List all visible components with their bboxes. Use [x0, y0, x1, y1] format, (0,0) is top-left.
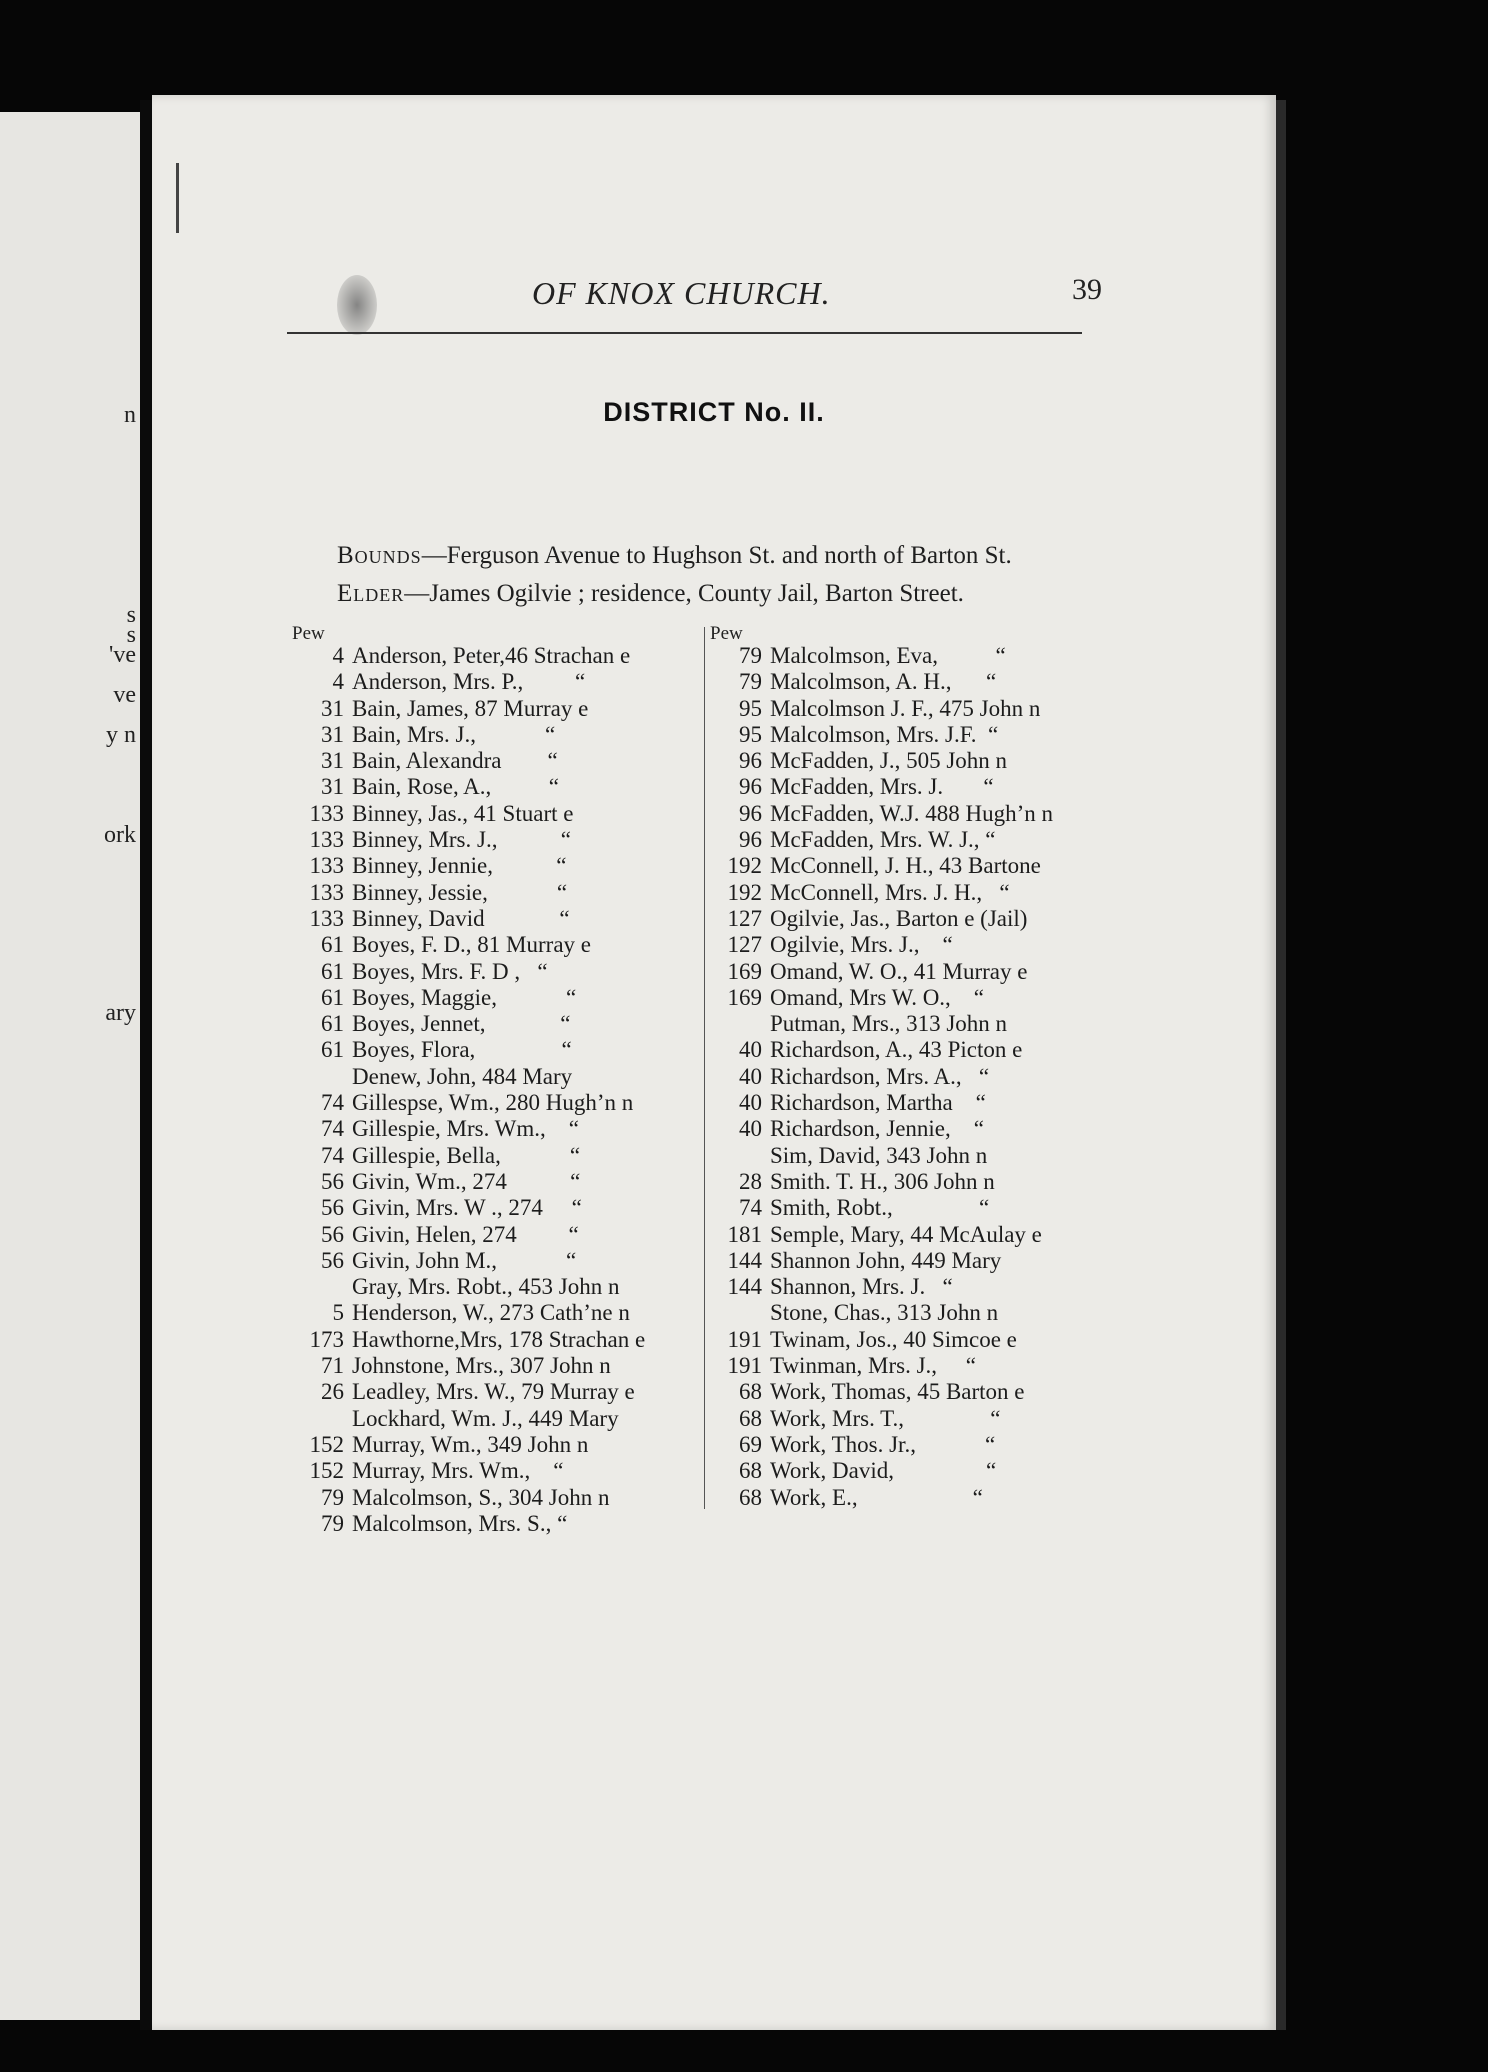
list-item — [712, 932, 1262, 958]
ink-smudge — [337, 275, 377, 335]
right-column-list — [712, 643, 1262, 1511]
pew-number: 192 — [727, 853, 762, 879]
list-item — [292, 880, 702, 906]
pew-number: 56 — [321, 1247, 344, 1273]
list-item — [712, 1379, 1262, 1405]
pew-number: 28 — [739, 1168, 762, 1194]
pew-number: 40 — [739, 1037, 762, 1063]
list-item — [712, 801, 1262, 827]
pew-number — [292, 1064, 352, 1090]
list-item — [292, 1485, 702, 1511]
list-item — [712, 1300, 1262, 1326]
list-item — [292, 1458, 702, 1484]
list-item — [712, 853, 1262, 879]
bounds-label: Bounds — [337, 542, 422, 569]
pew-number: 181 — [727, 1221, 762, 1247]
member-entry: Richardson, Jennie, “ — [770, 1116, 984, 1142]
list-item — [712, 827, 1262, 853]
member-entry: Gillespse, Wm., 280 Hugh’n n — [352, 1090, 634, 1116]
pew-column-label-left: Pew — [292, 623, 325, 644]
list-item — [292, 1327, 702, 1353]
list-item — [292, 722, 702, 748]
list-item — [292, 748, 702, 774]
member-entry: McFadden, W.J. 488 Hugh’n n — [770, 800, 1054, 826]
member-entry: Henderson, W., 273 Cath’ne n — [352, 1300, 630, 1326]
list-item — [292, 1432, 702, 1458]
pew-number: 79 — [739, 643, 762, 668]
pew-number: 61 — [321, 1037, 344, 1063]
list-item — [292, 985, 702, 1011]
pew-number: 68 — [739, 1405, 762, 1431]
pew-number: 74 — [321, 1142, 344, 1168]
member-entry: Stone, Chas., 313 John n — [770, 1300, 999, 1326]
list-item — [712, 643, 1262, 669]
member-entry: Bain, James, 87 Murray e — [352, 695, 589, 721]
list-item — [292, 1064, 702, 1090]
book-gutter — [140, 100, 152, 2030]
pew-number: 152 — [309, 1431, 344, 1457]
pew-number: 31 — [321, 748, 344, 774]
member-entry: Bain, Mrs. J., “ — [352, 721, 556, 747]
pew-number: 61 — [321, 958, 344, 984]
list-item — [712, 1195, 1262, 1221]
member-entry: Binney, Jennie, “ — [352, 853, 567, 879]
district-title: DISTRICT No. II. — [603, 397, 825, 427]
pew-number: 191 — [727, 1326, 762, 1352]
member-entry: Work, Thos. Jr., “ — [770, 1431, 996, 1457]
member-entry: Sim, David, 343 John n — [770, 1142, 988, 1168]
bounds-line — [337, 542, 1012, 570]
pew-number — [712, 1143, 770, 1169]
pew-number: 26 — [321, 1379, 344, 1405]
list-item — [712, 1011, 1262, 1037]
left-page-fragment: n — [124, 402, 136, 428]
bounds-text: —Ferguson Avenue to Hughson St. and north of Barton St. — [421, 542, 1012, 569]
member-entry: Malcolmson, S., 304 John n — [352, 1484, 610, 1510]
pew-number: 68 — [739, 1458, 762, 1484]
member-entry: Omand, Mrs W. O., “ — [770, 984, 985, 1010]
left-page-fragment: y n — [106, 722, 136, 748]
pew-number: 96 — [739, 800, 762, 826]
member-entry: Shannon John, 449 Mary — [770, 1247, 1002, 1273]
page-edge — [1276, 100, 1286, 2030]
left-facing-page — [0, 112, 140, 2020]
list-item — [712, 959, 1262, 985]
pew-number: 152 — [309, 1458, 344, 1484]
member-entry: McConnell, J. H., 43 Bartone — [770, 853, 1041, 879]
list-item — [292, 853, 702, 879]
list-item — [712, 985, 1262, 1011]
member-entry: Semple, Mary, 44 McAulay e — [770, 1221, 1042, 1247]
member-entry: Binney, Mrs. J., “ — [352, 827, 571, 853]
list-item — [292, 1406, 702, 1432]
pew-number: 31 — [321, 774, 344, 800]
left-page-fragment: ary — [105, 1000, 136, 1026]
list-item — [292, 1169, 702, 1195]
pew-number — [292, 1406, 352, 1432]
member-entry: Twinman, Mrs. J., “ — [770, 1353, 977, 1379]
member-entry: Malcolmson, A. H., “ — [770, 669, 997, 695]
pew-number: 127 — [727, 905, 762, 931]
pew-number: 79 — [321, 1484, 344, 1510]
member-entry: McFadden, Mrs. J. “ — [770, 774, 994, 800]
page-number: 39 — [1072, 273, 1102, 306]
list-item — [712, 696, 1262, 722]
list-item — [292, 801, 702, 827]
member-entry: McFadden, Mrs. W. J., “ — [770, 827, 996, 853]
elder-label: Elder — [337, 580, 405, 607]
pew-number: 96 — [739, 827, 762, 853]
list-item — [292, 1011, 702, 1037]
member-entry: Givin, John M., “ — [352, 1247, 577, 1273]
list-item — [712, 906, 1262, 932]
member-entry: Denew, John, 484 Mary — [352, 1063, 573, 1089]
list-item — [292, 1300, 702, 1326]
pew-number: 96 — [739, 748, 762, 774]
pew-number: 61 — [321, 932, 344, 958]
pew-number: 74 — [321, 1090, 344, 1116]
member-entry: Malcolmson J. F., 475 John n — [770, 695, 1041, 721]
pew-number: 96 — [739, 774, 762, 800]
list-item — [292, 1274, 702, 1300]
pew-number: 61 — [321, 1011, 344, 1037]
member-entry: Shannon, Mrs. J. “ — [770, 1274, 953, 1300]
list-item — [712, 1406, 1262, 1432]
pew-number: 56 — [321, 1195, 344, 1221]
list-item — [292, 959, 702, 985]
pew-number — [712, 1300, 770, 1326]
pew-number: 133 — [309, 827, 344, 853]
list-item — [712, 1327, 1262, 1353]
list-item — [292, 932, 702, 958]
member-entry: Givin, Wm., 274 “ — [352, 1168, 581, 1194]
list-item — [712, 1116, 1262, 1142]
left-page-fragment: ork — [104, 822, 136, 848]
member-entry: McConnell, Mrs. J. H., “ — [770, 879, 1010, 905]
list-item — [292, 906, 702, 932]
list-item — [712, 748, 1262, 774]
pew-number: 68 — [739, 1484, 762, 1510]
member-entry: Malcolmson, Eva, “ — [770, 643, 1006, 668]
list-item — [292, 1143, 702, 1169]
member-entry: Givin, Helen, 274 “ — [352, 1221, 579, 1247]
member-entry: Anderson, Peter,46 Strachan e — [352, 643, 631, 668]
list-item — [292, 774, 702, 800]
list-item — [292, 1090, 702, 1116]
running-head: OF KNOX CHURCH. — [532, 275, 831, 311]
member-entry: Ogilvie, Jas., Barton e (Jail) — [770, 905, 1028, 931]
member-entry: Boyes, Flora, “ — [352, 1037, 572, 1063]
list-item — [712, 1090, 1262, 1116]
list-item — [712, 774, 1262, 800]
list-item — [712, 1037, 1262, 1063]
list-item — [292, 1222, 702, 1248]
member-entry: Omand, W. O., 41 Murray e — [770, 958, 1028, 984]
pew-number: 169 — [727, 984, 762, 1010]
pew-number: 31 — [321, 721, 344, 747]
list-item — [712, 1353, 1262, 1379]
pew-number: 74 — [739, 1195, 762, 1221]
member-entry: Richardson, A., 43 Picton e — [770, 1037, 1023, 1063]
pew-number: 40 — [739, 1090, 762, 1116]
directory-page — [152, 95, 1276, 2030]
pew-number: 31 — [321, 695, 344, 721]
pew-number — [292, 1274, 352, 1300]
list-item — [292, 1379, 702, 1405]
pew-number: 79 — [739, 669, 762, 695]
pew-number: 133 — [309, 800, 344, 826]
pew-number: 95 — [739, 695, 762, 721]
list-item — [712, 669, 1262, 695]
member-entry: Hawthorne,Mrs, 178 Strachan e — [352, 1326, 646, 1352]
list-item — [712, 1143, 1262, 1169]
member-entry: Malcolmson, Mrs. J.F. “ — [770, 721, 999, 747]
elder-text: —James Ogilvie ; residence, County Jail, Barton Street. — [404, 580, 964, 607]
list-item — [292, 1195, 702, 1221]
list-item — [712, 1248, 1262, 1274]
pew-number: 4 — [332, 669, 344, 695]
member-entry: Work, David, “ — [770, 1458, 997, 1484]
member-entry: Johnstone, Mrs., 307 John n — [352, 1353, 611, 1379]
pew-number: 40 — [739, 1116, 762, 1142]
member-entry: Binney, David “ — [352, 905, 570, 931]
list-item — [712, 880, 1262, 906]
member-entry: Givin, Mrs. W ., 274 “ — [352, 1195, 582, 1221]
member-entry: Boyes, Maggie, “ — [352, 984, 577, 1010]
pew-number: 133 — [309, 905, 344, 931]
member-entry: Work, Mrs. T., “ — [770, 1405, 1001, 1431]
member-entry: Gray, Mrs. Robt., 453 John n — [352, 1274, 620, 1300]
member-entry: Bain, Alexandra “ — [352, 748, 558, 774]
pew-number: 192 — [727, 879, 762, 905]
member-entry: Work, Thomas, 45 Barton e — [770, 1379, 1025, 1405]
pew-number: 144 — [727, 1274, 762, 1300]
left-page-fragment: s — [126, 602, 136, 628]
pew-number: 69 — [739, 1431, 762, 1457]
member-entry: Gillespie, Bella, “ — [352, 1142, 581, 1168]
pew-number: 133 — [309, 853, 344, 879]
member-entry: Gillespie, Mrs. Wm., “ — [352, 1116, 579, 1142]
column-divider — [704, 627, 705, 1509]
member-entry: Ogilvie, Mrs. J., “ — [770, 932, 953, 958]
member-entry: McFadden, J., 505 John n — [770, 748, 1008, 774]
list-item — [712, 1485, 1262, 1511]
member-entry: Binney, Jessie, “ — [352, 879, 568, 905]
pew-number: 79 — [321, 1510, 344, 1536]
pew-number: 74 — [321, 1116, 344, 1142]
pew-number: 169 — [727, 958, 762, 984]
member-entry: Leadley, Mrs. W., 79 Murray e — [352, 1379, 635, 1405]
member-entry: Twinam, Jos., 40 Simcoe e — [770, 1326, 1017, 1352]
list-item — [712, 722, 1262, 748]
list-item — [712, 1222, 1262, 1248]
list-item — [712, 1274, 1262, 1300]
member-entry: Richardson, Mrs. A., “ — [770, 1063, 990, 1089]
left-page-fragment: s — [126, 622, 136, 648]
member-entry: Work, E., “ — [770, 1484, 983, 1510]
member-entry: Smith, Robt., “ — [770, 1195, 990, 1221]
list-item — [292, 1037, 702, 1063]
member-entry: Putman, Mrs., 313 John n — [770, 1011, 1008, 1037]
pew-number: 133 — [309, 879, 344, 905]
list-item — [712, 1458, 1262, 1484]
member-entry: Murray, Mrs. Wm., “ — [352, 1458, 564, 1484]
pew-number: 71 — [321, 1353, 344, 1379]
list-item — [292, 643, 702, 669]
left-column-list — [292, 643, 702, 1537]
list-item — [292, 696, 702, 722]
member-entry: Malcolmson, Mrs. S., “ — [352, 1510, 568, 1536]
list-item — [712, 1169, 1262, 1195]
pew-number: 68 — [739, 1379, 762, 1405]
pew-column-label-right: Pew — [710, 623, 743, 644]
pew-number: 191 — [727, 1353, 762, 1379]
pew-number: 4 — [332, 643, 344, 668]
pew-number: 40 — [739, 1063, 762, 1089]
member-entry: Boyes, Jennet, “ — [352, 1011, 571, 1037]
member-entry: Binney, Jas., 41 Stuart e — [352, 800, 574, 826]
member-entry: Smith. T. H., 306 John n — [770, 1168, 995, 1194]
pew-number: 144 — [727, 1247, 762, 1273]
list-item — [292, 1116, 702, 1142]
pew-number: 127 — [727, 932, 762, 958]
list-item — [292, 1511, 702, 1537]
pew-number: 173 — [309, 1326, 344, 1352]
pew-number — [712, 1011, 770, 1037]
list-item — [292, 827, 702, 853]
member-entry: Lockhard, Wm. J., 449 Mary — [352, 1405, 619, 1431]
pew-number: 56 — [321, 1221, 344, 1247]
member-entry: Boyes, Mrs. F. D , “ — [352, 958, 548, 984]
left-page-fragment: ve — [113, 682, 136, 708]
elder-line — [337, 580, 964, 608]
member-entry: Bain, Rose, A., “ — [352, 774, 559, 800]
left-page-fragment: 've — [109, 642, 136, 668]
pew-number: 95 — [739, 721, 762, 747]
margin-mark — [176, 163, 179, 233]
member-entry: Anderson, Mrs. P., “ — [352, 669, 586, 695]
pew-number: 61 — [321, 984, 344, 1010]
list-item — [292, 1353, 702, 1379]
member-entry: Richardson, Martha “ — [770, 1090, 986, 1116]
list-item — [292, 1248, 702, 1274]
header-rule — [287, 332, 1082, 334]
pew-number: 5 — [332, 1300, 344, 1326]
pew-number: 56 — [321, 1168, 344, 1194]
member-entry: Boyes, F. D., 81 Murray e — [352, 932, 591, 958]
list-item — [712, 1064, 1262, 1090]
list-item — [292, 669, 702, 695]
member-entry: Murray, Wm., 349 John n — [352, 1431, 589, 1457]
list-item — [712, 1432, 1262, 1458]
